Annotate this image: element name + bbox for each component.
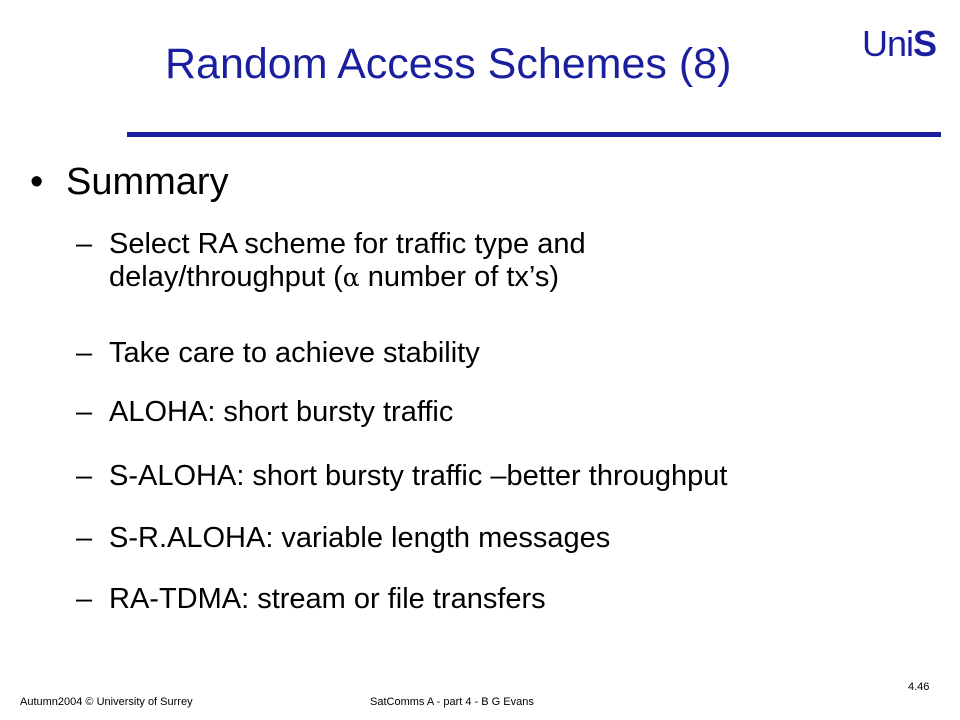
sub-item-stability [76,337,480,370]
footer-page-number: 4.46 [908,681,930,693]
sub-item-aloha [76,396,453,429]
sub-item-marker: – [76,522,93,554]
sub-item-marker: – [76,337,93,369]
footer-copyright: Autumn2004 © University of Surrey [20,696,193,708]
sub-item-marker: – [76,228,93,260]
bullet-text: Summary [66,161,229,203]
logo-text-plain: Uni [862,23,914,64]
sub-item-marker: – [76,396,93,428]
logo-text-bold: S [913,23,937,64]
sub-item-s-aloha [76,460,727,493]
sub-item-text: S-ALOHA: short bursty traffic –better throughput [109,460,728,492]
slide-title: Random Access Schemes (8) [165,40,732,88]
title-divider [127,132,941,137]
sub-item-line1: Select RA scheme for traffic type and [109,228,586,260]
sub-item-line2-pre: delay/throughput ( [109,261,343,294]
sub-item-marker: – [76,460,93,492]
sub-item-text: Take care to achieve stability [109,337,480,369]
university-logo [862,23,937,64]
bullet-summary [30,162,229,204]
sub-item-ra-tdma [76,583,546,616]
footer-course: SatComms A - part 4 - B G Evans [370,696,534,708]
sub-item-text: RA-TDMA: stream or file transfers [109,583,546,615]
proportional-symbol: α [342,263,360,293]
bullet-marker: • [30,161,44,203]
sub-item-marker: – [76,583,93,615]
sub-item-text: ALOHA: short bursty traffic [109,396,454,428]
sub-item-text: S-R.ALOHA: variable length messages [109,522,611,554]
sub-item-select-scheme [76,228,586,294]
sub-item-s-r-aloha [76,522,610,555]
sub-item-line2-post: number of tx’s) [359,261,559,294]
sub-item-text [109,228,586,294]
